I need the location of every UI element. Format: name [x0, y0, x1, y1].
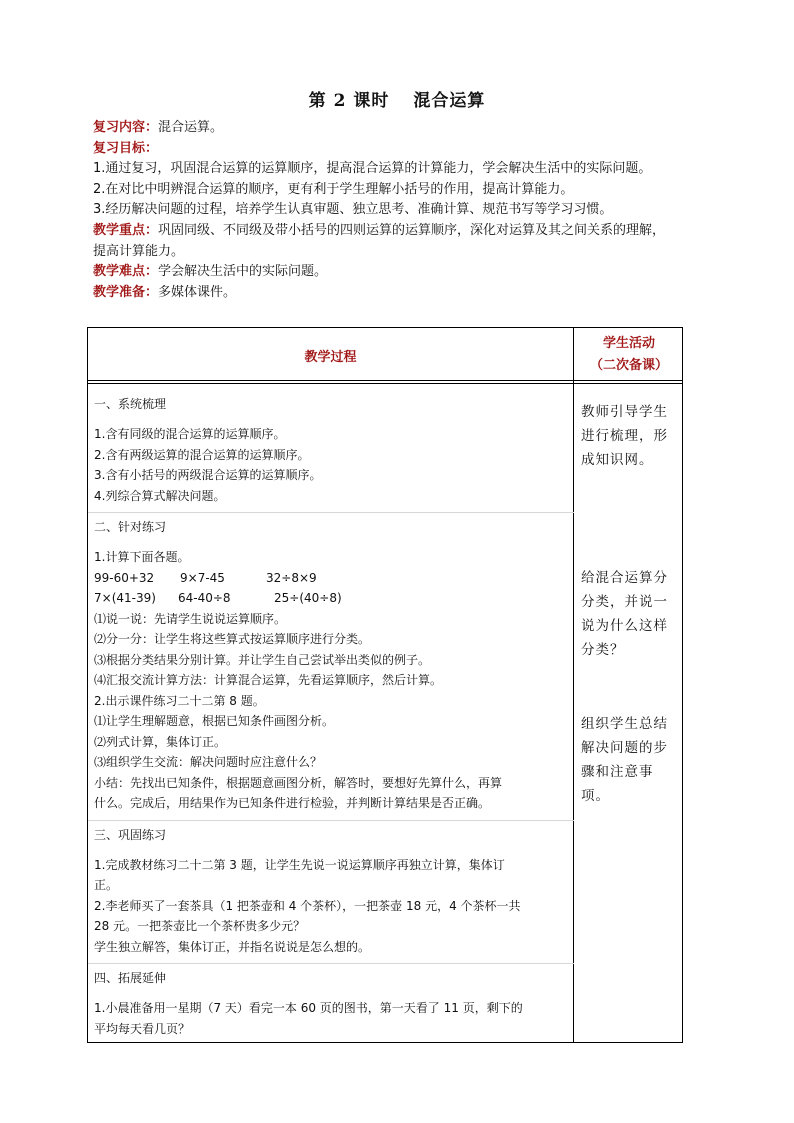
- list-item: 1.完成教材练习二十二第 3 题，让学生先说一说运算顺序再独立计算，集体订: [94, 857, 505, 872]
- list-item: ⑴说一说：先请学生说说运算顺序。: [94, 611, 287, 626]
- list-item: ⑶根据分类结果分别计算。并让学生自己尝试举出类似的例子。: [94, 652, 431, 667]
- list-item: ⑶组织学生交流：解决问题时应注意什么？: [94, 755, 323, 769]
- section-row: [88, 820, 574, 958]
- list-item: 正。: [94, 878, 119, 892]
- section-title: 二、针对练习: [94, 520, 167, 534]
- section-row: [88, 512, 574, 814]
- activity-note: 给混合运算分分类，并说一说为什么这样分类？: [581, 570, 668, 658]
- activity-note: 教师引导学生进行梳理，形成知识网。: [581, 404, 668, 468]
- list-item: 2.含有两级运算的混合运算的运算顺序。: [94, 447, 310, 462]
- header-process: 教学过程: [304, 350, 357, 365]
- list-item: 1.含有同级的混合运算的运算顺序。: [94, 427, 286, 441]
- key-points-cont: 提高计算能力。: [93, 243, 185, 259]
- preparation: 教学准备：多媒体课件。: [93, 284, 237, 300]
- section-title: 三、巩固练习: [94, 827, 167, 842]
- expression: 99-60+32: [94, 570, 155, 585]
- list-item: ⑵分一分：让学生将这些算式按运算顺序进行分类。: [94, 632, 371, 646]
- header-divider-2: [88, 383, 682, 384]
- review-goals-label: 复习目标：: [93, 140, 159, 156]
- list-item: 3.含有小括号的两级混合运算的运算顺序。: [94, 468, 322, 482]
- key-points: 教学重点：巩固同级、不同级及带小括号的四则运算的运算顺序，深化对运算及其之间关系的理解，: [93, 222, 666, 238]
- list-item: ⑵列式计算，集体订正。: [94, 734, 227, 749]
- difficulty: 教学难点：学会解决生活中的实际问题。: [93, 264, 328, 280]
- lesson-table: [87, 327, 683, 1043]
- process-content: [94, 390, 568, 1039]
- list-item: 学生独立解答，集体订正，并指名说说是怎么想的。: [94, 939, 371, 954]
- lesson-topic: 混合运算: [413, 91, 486, 111]
- expression: 9×7-45: [180, 570, 225, 585]
- list-item: 4.列综合算式解决问题。: [94, 488, 226, 503]
- list-item: 2.出示课件练习二十二第 8 题。: [94, 693, 265, 708]
- lesson-number: 第 2 课时: [308, 91, 390, 111]
- expression-row: [94, 588, 568, 609]
- goal-item: 3.经历解决问题的过程，培养学生认真审题、独立思考、准确计算、规范书写等学习习惯。: [93, 202, 613, 218]
- activity-note: 组织学生总结解决问题的步骤和注意事项。: [581, 716, 668, 804]
- expression: 32÷8×9: [266, 570, 317, 585]
- goal-item: 1.通过复习，巩固混合运算的运算顺序，提高混合运算的计算能力，学会解决生活中的实际问题。: [93, 161, 652, 177]
- section-row: [88, 963, 574, 1039]
- list-item: 28 元。一把茶壶比一个茶杯贵多少元？: [94, 919, 306, 933]
- list-item: ⑷汇报交流计算方法：计算混合运算，先看运算顺序，然后计算。: [94, 673, 443, 687]
- list-item: 2.李老师买了一套茶具（1 把茶壶和 4 个茶杯），一把茶壶 18 元，4 个茶杯一共: [94, 898, 521, 913]
- expression-row: [94, 568, 568, 589]
- goal-item: 2.在对比中明辨混合运算的顺序，更有利于学生理解小括号的作用，提高计算能力。: [93, 181, 574, 197]
- list-item: 平均每天看几页？: [94, 1021, 191, 1036]
- header-divider: [88, 380, 682, 381]
- list-item: 什么。完成后，用结果作为已知条件进行检验，并判断计算结果是否正确。: [94, 796, 491, 810]
- list-item: 1.小晨准备用一星期（7 天）看完一本 60 页的图书，第一天看了 11 页，剩下的: [94, 1001, 523, 1015]
- section-title: 四、拓展延伸: [94, 971, 167, 985]
- section-title: 一、系统梳理: [94, 397, 167, 411]
- expression: 25÷(40÷8): [274, 591, 342, 605]
- expression: 64-40÷8: [178, 591, 231, 605]
- list-item: 小结：先找出已知条件，根据题意画图分析，解答时，要想好先算什么，再算: [94, 775, 503, 790]
- page-title: [0, 86, 794, 111]
- list-item: ⑴让学生理解题意，根据已知条件画图分析。: [94, 714, 335, 728]
- expression: 7×(41-39): [94, 591, 156, 605]
- lesson-meta: [93, 118, 723, 303]
- header-activity: 学生活动 （二次备课）: [589, 336, 668, 373]
- review-content: 复习内容：混合运算。: [93, 120, 224, 135]
- list-item: 1.计算下面各题。: [94, 550, 190, 564]
